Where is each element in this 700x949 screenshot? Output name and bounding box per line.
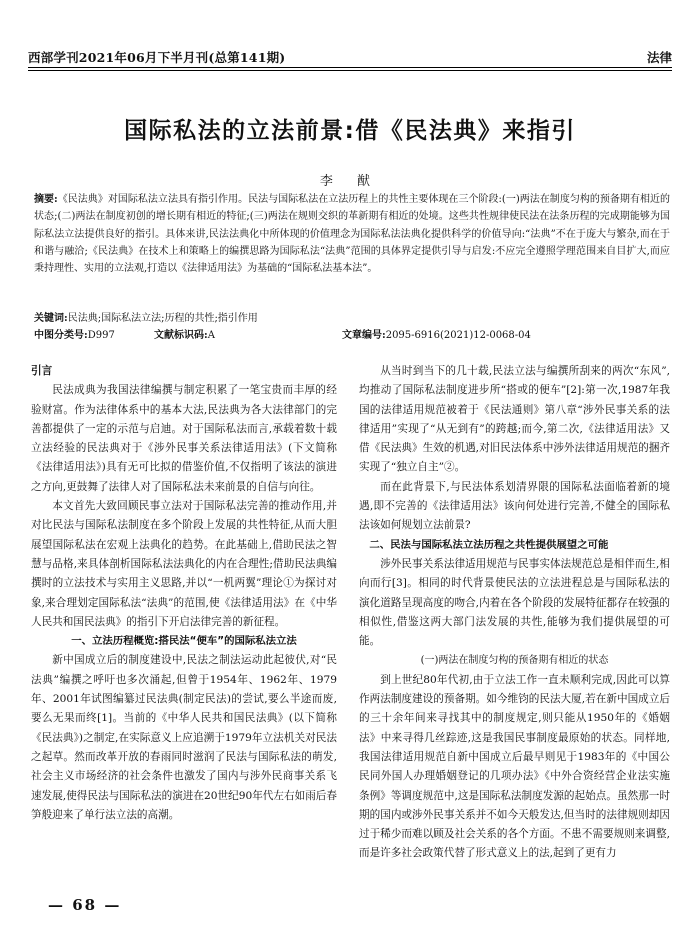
subsection-heading: (一)两法在制度匀构的预备期有相近的状态	[420, 655, 609, 667]
header-rule	[28, 67, 672, 71]
keywords	[34, 310, 670, 327]
clc-label: 中图分类号:	[34, 330, 88, 341]
paragraph: 新中国成立后的制度建设中,民法之制法运动此起彼伏,对“民法典”编撰之呼吁也多次涌起,但曾于1954年、1962年、1979年、2001年试图编纂过民法典(制定民法)的尝试,要么半途而废,要么无果而终[1]。当前的《中华人民共和国民法典》(以下简称《民法典》)之制定,在实际意义上应追溯于1979年立法机关对民法之起草。然而改革开放的春雨同时滋润了民法与国际私法的萌发,社会主义市场经济的社会条件也激发了国内与涉外民商事关系飞速发展,使得民法与国际私法的演进在20世纪90年代左右如雨后春笋般迎来了单行法立法的高潮。	[31, 654, 337, 821]
doc-value: A	[207, 330, 215, 341]
article-number	[342, 326, 531, 341]
right-column	[359, 362, 670, 864]
abstract-text: 《民法典》对国际私法立法具有指引作用。民法与国际私法在立法历程上的共性主要体现在三个阶段:(一)两法在制度匀构的预备期有相近的状态;(二)两法在制度初创的增长期有相近的特征;(三)两法在规则交织的革新期有相近的处境。这些共性规律使民法在法条历程的完成期能够为国际私法立法提供良好的指引。具体来讲,民法法典化中所体现的价值理念为国际私法法典化提供科学的价值导向:“法典”不在于庞大与繁杂,而在于和谐与融洽;《民法典》在技术上和策略上的编撰思路为国际私法“法典”范围的具体界定提供引导与启发:不应完全遵照学理范围来自目扩大,而应秉持理性、实用的立法观,打造以《法律适用法》为基础的“国际私法基本法”。	[34, 194, 671, 275]
keywords-label: 关键词:	[34, 313, 68, 324]
clc	[34, 326, 154, 341]
author: 李 猷	[319, 174, 381, 189]
article-label: 文章编号:	[342, 330, 386, 341]
paragraph: 涉外民事关系法律适用规范与民事实体法规范总是相伴而生,相向而行[3]。相同的时代背景使民法的立法进程总是与国际私法的演化道路呈现高度的吻合,内着在各个阶段的发展特征都存在较强的相似性,借鉴这两大部门法发展的共性,能够为我们提供展望的可能。	[359, 557, 670, 648]
section-heading: 一、立法历程概览:搭民法“便车”的国际私法立法	[71, 635, 297, 648]
doc-label: 文献标识码:	[154, 330, 208, 341]
classification-line	[34, 326, 670, 341]
left-column	[31, 362, 337, 825]
keywords-text: 民法典;国际私法立法;历程的共性;指引作用	[67, 313, 258, 324]
article-value: 2095-6916(2021)12-0068-04	[385, 330, 531, 341]
doc-code	[154, 326, 342, 341]
section-heading: 二、民法与国际私法立法历程之共性提供展望之可能	[369, 538, 609, 551]
paragraph: 从当时到当下的几十载,民法立法与编撰所刮来的两次“东风”,均推动了国际私法制度进步所“搭或的便车”[2]:第一次,1987年我国的法律适用规范被着于《民法通则》第八章“涉外民事关系的法律适用”实现了“从无到有”的跨越;而今,第二次,《法律适用法》又借《民法典》生效的机遇,对旧民法体系中涉外法律适用规范的捆齐实现了“独立自主”②。	[359, 365, 670, 474]
journal-name: 西部学刊2021年06月下半月刊(总第141期)	[28, 50, 286, 65]
paragraph: 到上世纪80年代初,由于立法工作一直未顺利完成,因此可以算作两法制度建设的预备期。如今维钧的民法大厦,若在新中国成立后的三十余年间来寻找其中的制度规定,则只能从1950年的《婚姻法》中来寻得几丝踪迹,这是我国民事制度最原始的状态。同样地,我国法律适用规范自新中国成立后最早则见于1983年的《中国公民同外国人办理婚姻登记的几项办法》《中外合资经营企业法实施条例》等调度规范中,这是国际私法制度发源的起始点。虽然那一时期的国内或涉外民事关系并不如今天般发达,但当时的法律规则却因过于稀少而难以顾及社会关系的各个方面。不患不需要规则来调整,而是许多社会政策代替了形式意义上的法,起到了更有力	[359, 673, 670, 860]
clc-value: D997	[87, 330, 115, 341]
abstract	[34, 191, 670, 277]
paragraph: 本文首先大致回顾民事立法对于国际私法完善的推动作用,并对比民法与国际私法制度在多个阶段上发展的共性特征,从而大胆展望国际私法在宏观上法典化的趋势。在此基础上,借助民法之智慧与品格,来具体剖析国际私法法典化的内在合理性;借助民法典编撰时的立法技术与实用主义思路,并以“一机两翼”理论①为探讨对象,来合理划定国际私法“法典”的范围,使《法律适用法》在《中华人民共和国民法典》的指引下开启法律完善的新征程。	[31, 500, 337, 628]
section-label: 法律	[646, 50, 672, 65]
article-title: 国际私法的立法前景:借《民法典》来指引	[124, 118, 576, 144]
running-header	[28, 44, 672, 66]
paragraph: 而在此背景下,与民法体系划清界限的国际私法面临着新的境遇,即不完善的《法律适用法》该向何处进行完善,不健全的国际私法该如何规划立法前景?	[359, 480, 670, 532]
abstract-label: 摘要:	[34, 194, 58, 205]
page-number: — 68 —	[48, 896, 122, 914]
heading-intro: 引言	[31, 365, 53, 377]
paragraph: 民法成典为我国法律编撰与制定积累了一笔宝贵而丰厚的经验财富。作为法律体系中的基本大法,民法典为各大法律部门的完善都提供了一定的示范与启迪。对于国际私法而言,承载着数十载立法经验的民法典对于《涉外民事关系法律适用法》(下文简称《法律适用法》)具有无可比拟的借鉴价值,不仅指明了该法的演进之方向,更鼓舞了法律人对了国际私法未来前景的自信与向往。	[31, 384, 337, 493]
